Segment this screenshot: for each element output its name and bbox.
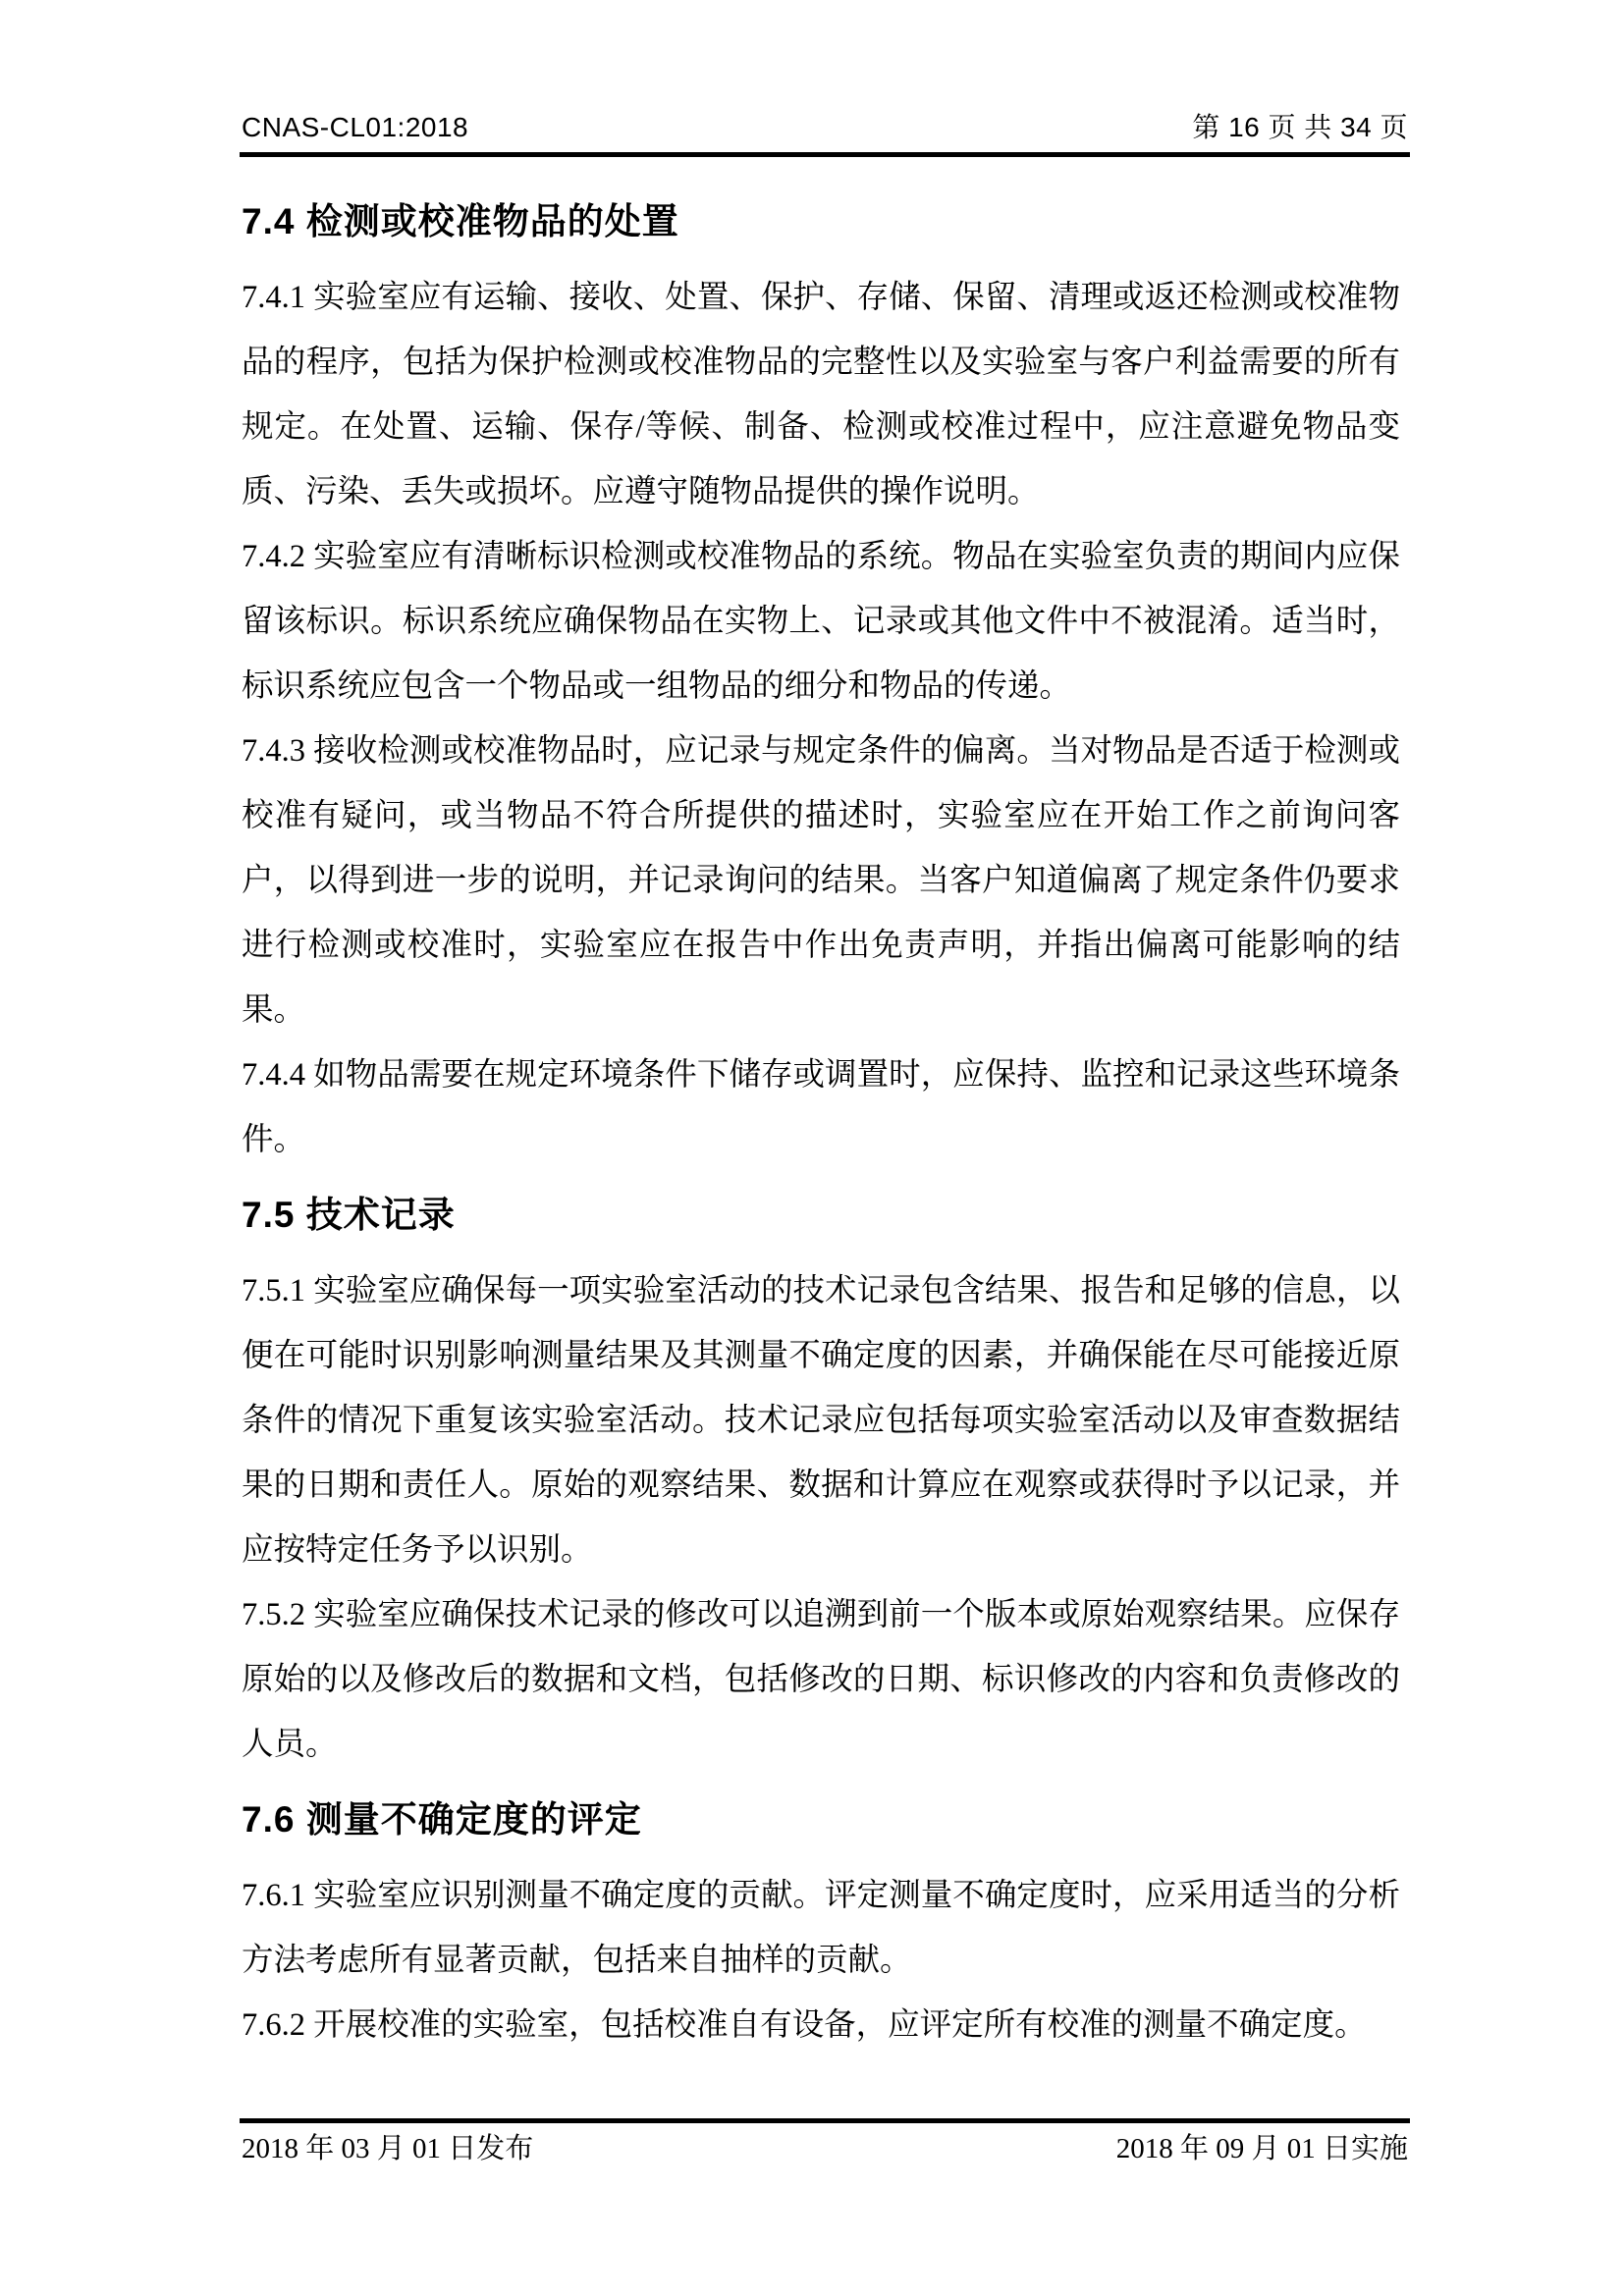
- document-body: [242, 155, 1400, 2057]
- clause-7-5-1: 7.5.1 实验室应确保每一项实验室活动的技术记录包含结果、报告和足够的信息，以便在可能时识别影响测量结果及其测量不确定度的因素，并确保能在尽可能接近原条件的情况下重复该实验室活动。技术记录应包括每项实验室活动以及审查数据结果的日期和责任人。原始的观察结果、数据和计算应在观察或获得时予以记录，并应按特定任务予以识别。: [242, 1273, 1400, 1568]
- clause-7-6-2: 7.6.2 开展校准的实验室，包括校准自有设备，应评定所有校准的测量不确定度。: [242, 2007, 1367, 2043]
- page-footer: [242, 2132, 1408, 2165]
- clause-7-4-2: 7.4.2 实验室应有清晰标识检测或校准物品的系统。物品在实验室负责的期间内应保留该标识。标识系统应确保物品在实物上、记录或其他文件中不被混淆。适当时，标识系统应包含一个物品或一组物品的细分和物品的传递。: [242, 539, 1400, 704]
- clause-7-4-1: 7.4.1 实验室应有运输、接收、处置、保护、存储、保留、清理或返还检测或校准物品的程序，包括为保护检测或校准物品的完整性以及实验室与客户利益需要的所有规定。在处置、运输、保存/等候、制备、检测或校准过程中，应注意避免物品变质、污染、丢失或损坏。应遵守随物品提供的操作说明。: [242, 280, 1400, 509]
- implementation-date: 2018 年 09 月 01 日实施: [1115, 2133, 1408, 2164]
- page-number-indicator: 第 16 页 共 34 页: [1192, 112, 1408, 142]
- clause-7-4-3: 7.4.3 接收检测或校准物品时，应记录与规定条件的偏离。当对物品是否适于检测或校准有疑问，或当物品不符合所提供的描述时，实验室应在开始工作之前询问客户，以得到进一步的说明，并记录询问的结果。当客户知道偏离了规定条件仍要求进行检测或校准时，实验室应在报告中作出免责声明，并指出偏离可能影响的结果。: [242, 733, 1400, 1028]
- clause-7-5-2: 7.5.2 实验室应确保技术记录的修改可以追溯到前一个版本或原始观察结果。应保存原始的以及修改后的数据和文档，包括修改的日期、标识修改的内容和负责修改的人员。: [242, 1597, 1400, 1762]
- clause-7-4-4: 7.4.4 如物品需要在规定环境条件下储存或调置时，应保持、监控和记录这些环境条件。: [242, 1057, 1400, 1157]
- section-7-6-title: 7.6 测量不确定度的评定: [242, 1799, 642, 1840]
- release-date: 2018 年 03 月 01 日发布: [242, 2133, 534, 2164]
- section-7-6: [242, 1792, 1400, 2057]
- page-header: [242, 106, 1408, 145]
- clause-7-6-1: 7.6.1 实验室应识别测量不确定度的贡献。评定测量不确定度时，应采用适当的分析方法考虑所有显著贡献，包括来自抽样的贡献。: [242, 1878, 1400, 1978]
- section-7-5: [242, 1188, 1400, 1777]
- footer-divider: [240, 2118, 1410, 2123]
- document-code: CNAS-CL01:2018: [242, 112, 469, 142]
- section-7-5-title: 7.5 技术记录: [242, 1195, 456, 1235]
- section-7-4: [242, 194, 1400, 1172]
- section-7-4-title: 7.4 检测或校准物品的处置: [242, 201, 679, 241]
